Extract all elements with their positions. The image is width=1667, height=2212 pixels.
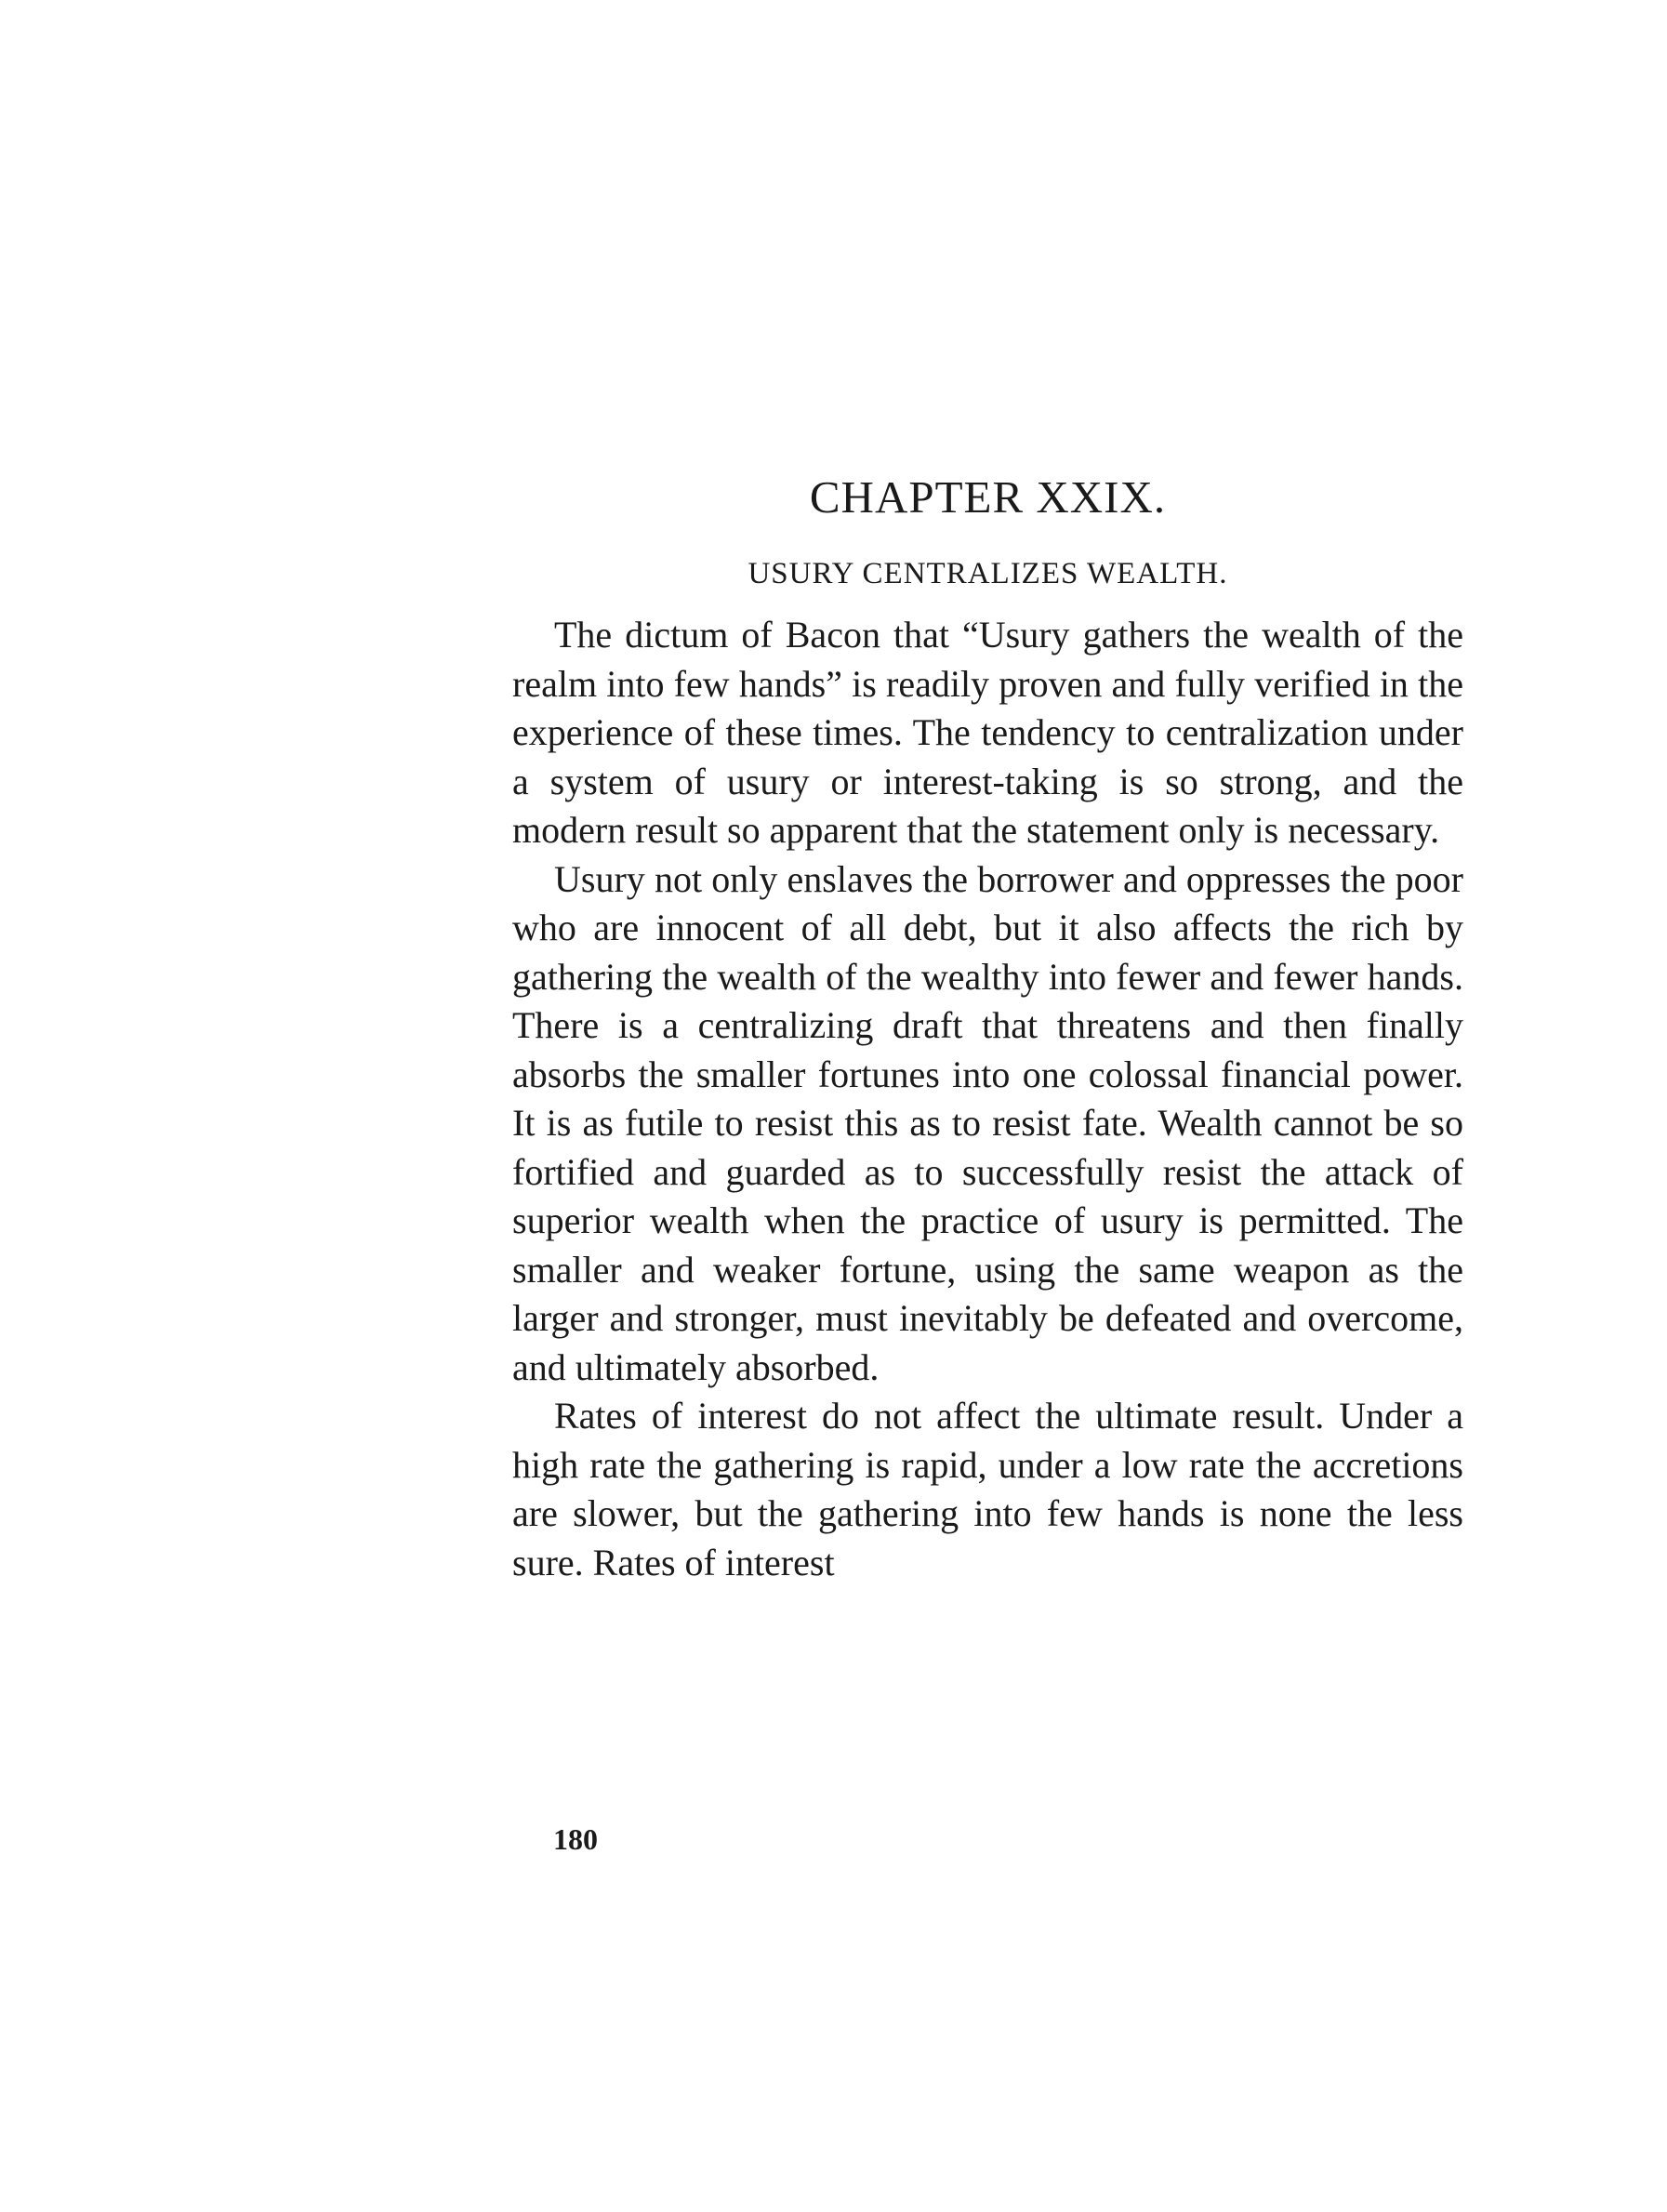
paragraph-1: The dictum of Bacon that “Usury gathers the wealth of the realm into few hands” is readily proven and fully verified in the experience of these times. The tendency to centralization under a system of usury or interest-taking is so strong, and the modern result so apparent that the statement only is necessary.	[512, 614, 1463, 851]
page-number: 180	[553, 1822, 598, 1856]
page-content	[512, 470, 1463, 1587]
chapter-subtitle: USURY CENTRALIZES WEALTH.	[748, 557, 1228, 590]
chapter-title: CHAPTER XXIX.	[809, 471, 1167, 523]
paragraph-3: Rates of interest do not affect the ultimate result. Under a high rate the gathering is rapid, under a low rate the accretions are slower, but the gathering into few hands is none the less sure. Rates of interest	[512, 1395, 1463, 1583]
paragraph-2: Usury not only enslaves the borrower and oppresses the poor who are innocent of all debt, but it also affects the rich by gathering the wealth of the wealthy into fewer and fewer hands. There is a centralizing draft that threatens and then finally absorbs the smaller fortunes into one colossal financial power. It is as futile to resist this as to resist fate. Wealth cannot be so fortified and guarded as to successfully resist the attack of superior wealth when the practice of usury is permitted. The smaller and weaker fortune, using the same weapon as the larger and stronger, must inevitably be defeated and overcome, and ultimately absorbed.	[512, 857, 1463, 1388]
